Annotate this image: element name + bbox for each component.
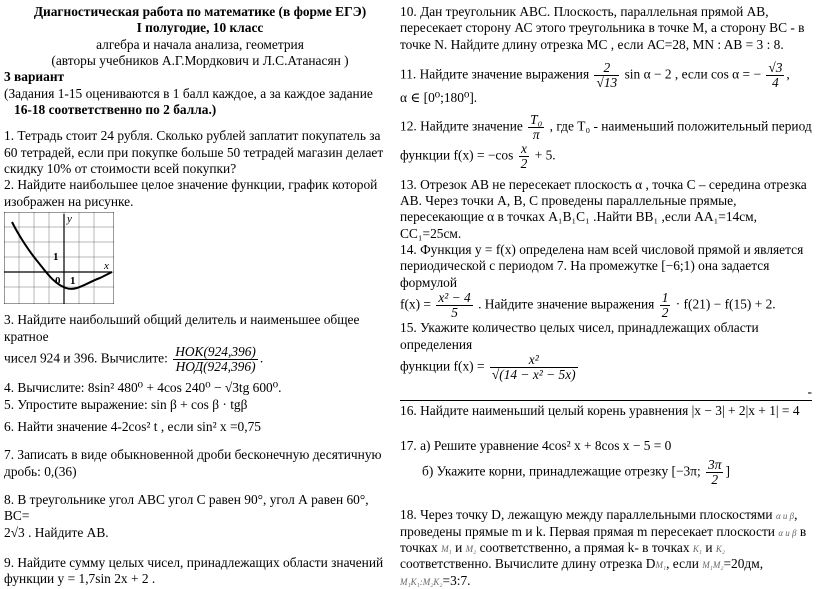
- task-14: 14. Функция y = f(x) определена нам всей числовой прямой и является периодической с периодом 7. На промежутке [−6;1) она задается формулой: [400, 242, 804, 290]
- origin-label: 0: [55, 275, 61, 288]
- task-2: 2. Найдите наибольшее целое значение функции, график которой изображен на рисунке.: [4, 177, 378, 209]
- task-3-text: чисел 924 и 396. Вычислите:: [4, 350, 168, 366]
- right-column: [400, 4, 812, 589]
- semester: I полугодие, 10 класс: [136, 20, 264, 36]
- left-column: [4, 4, 396, 588]
- task-12: 12. Найдите значение $\frac{\text{T₀}}{\pi}$ , где T₀ - наименьший положительный период: [400, 111, 812, 142]
- subject: алгебра и начала анализа, геометрия: [96, 36, 304, 52]
- task-14-formula: f(x) = $\frac{\text{x² − 4}}{5}$ . Найдите значение выражения $\frac{1}{2}$ · f(21) − f(15) + 2.: [400, 290, 776, 321]
- task-7: 7. Записать в виде обыкновенной дроби бесконечную десятичную дробь: 0,(36): [4, 447, 382, 479]
- task-3-line-2: чисел 924 и 396. Вычислите: $\frac{\text{НОК(924,396)}}{\text{НОД(924,396)}}$ .: [4, 344, 264, 375]
- task-18: 18. Через точку D, лежащую между параллельными плоскостями α и β, проведены прямые m и k. Первая прямая m пересекает плоскости α и β в точках M₁ и M₂ соответственно, а прямая k- в точках K₁ и K₂ соответственно. Вычислите длину отрезка DM₁, если M₁M₂=20дм, M₁K₁:M₂K₂=3:7.: [400, 507, 807, 588]
- task-5: 5. Упростите выражение: sin β + cos β · tgβ: [4, 396, 248, 412]
- task-16: 16. Найдите наименьший целый корень уравнения |x − 3| + 2|x + 1| = 4: [400, 400, 812, 419]
- variant: 3 вариант: [4, 69, 65, 85]
- tick-one-x: 1: [70, 275, 76, 288]
- task-9-line-2: функции y = 1,7sin 2x + 2 .: [4, 571, 156, 587]
- task-6: 6. Найти значение 4-2cos² t , если sin² x =0,75: [4, 418, 261, 434]
- task-3-line-1: 3. Найдите наибольший общий делитель и наименьшее общее кратное: [4, 312, 360, 344]
- task-15-function: функции f(x) = $\frac{\text{x²}}{\text{√(14 − x² − 5x)}}$: [400, 351, 576, 383]
- separator-dash: -: [807, 384, 812, 400]
- task-8-line-1: 8. В треугольнике угол АВС угол С равен 90°, угол А равен 60°, ВС=: [4, 492, 369, 524]
- task-17a: 17. а) Решите уравнение 4cos² x + 8cos x − 5 = 0: [400, 437, 672, 453]
- task-13: 13. Отрезок АВ не пересекает плоскость α , точка С – середина отрезка АВ. Через точки А, В, С проведены параллельные прямые, пересекающие α в точках A₁B₁C₁ .Найти BB₁ ,если AA₁=14см, CC₁=25см.: [400, 176, 807, 241]
- nok-nod-fraction: $\frac{\text{НОК(924,396)}}{\text{НОД(924,396)}}$: [175, 344, 256, 375]
- task-11-domain: α ∈ [0⁰;180⁰].: [400, 90, 478, 106]
- x-label: x: [104, 260, 109, 273]
- task-1: 1. Тетрадь стоит 24 рубля. Сколько рублей заплатит покупатель за 60 тетрадей, если при покупке больше 50 тетрадей магазин делает скидку 10% от стоимости всей покупки?: [4, 128, 384, 177]
- task-8-line-2: 2√3 . Найдите АВ.: [4, 524, 109, 540]
- curve: [12, 222, 112, 289]
- page-title: Диагностическая работа по математике (в форме ЕГЭ): [33, 4, 367, 19]
- function-graph: [4, 212, 114, 304]
- task-4: 4. Вычислите: 8sin² 480⁰ + 4cos 240⁰ − √3tg 600⁰.: [4, 380, 282, 396]
- task-11: 11. Найдите значение выражения $\frac{2}{√13}$ sin α − 2 , если cos α = − $\frac{√3}{4}$ ,: [400, 60, 790, 91]
- authors: (авторы учебников А.Г.Мордкович и Л.С.Атанасян ): [51, 53, 349, 69]
- task-15: 15. Укажите количество целых чисел, принадлежащих области определения: [400, 320, 759, 352]
- scoring-note-2: 16-18 соответственно по 2 балла.): [14, 102, 217, 118]
- task-10: 10. Дан треугольник АВС. Плоскость, параллельная прямой АВ, пересекает сторону АС этого треугольника в точке М, а сторону ВС - в точке N. Найдите длину отрезка МС , если АС=28, MN : AB = 3 : 8.: [400, 4, 805, 52]
- task-17b: б) Укажите корни, принадлежащие отрезку [−3π; $\frac{3\pi}{2}$ ]: [422, 457, 730, 488]
- scoring-note-1: (Задания 1-15 оцениваются в 1 балл каждое, а за каждое задание: [4, 85, 373, 101]
- task-12-function: функции f(x) = −cos $\frac{x}{2}$ + 5.: [400, 140, 556, 171]
- tick-one-y: 1: [53, 251, 59, 264]
- task-9-line-1: 9. Найдите сумму целых чисел, принадлежащих области значений: [4, 555, 384, 571]
- y-label: y: [67, 213, 72, 226]
